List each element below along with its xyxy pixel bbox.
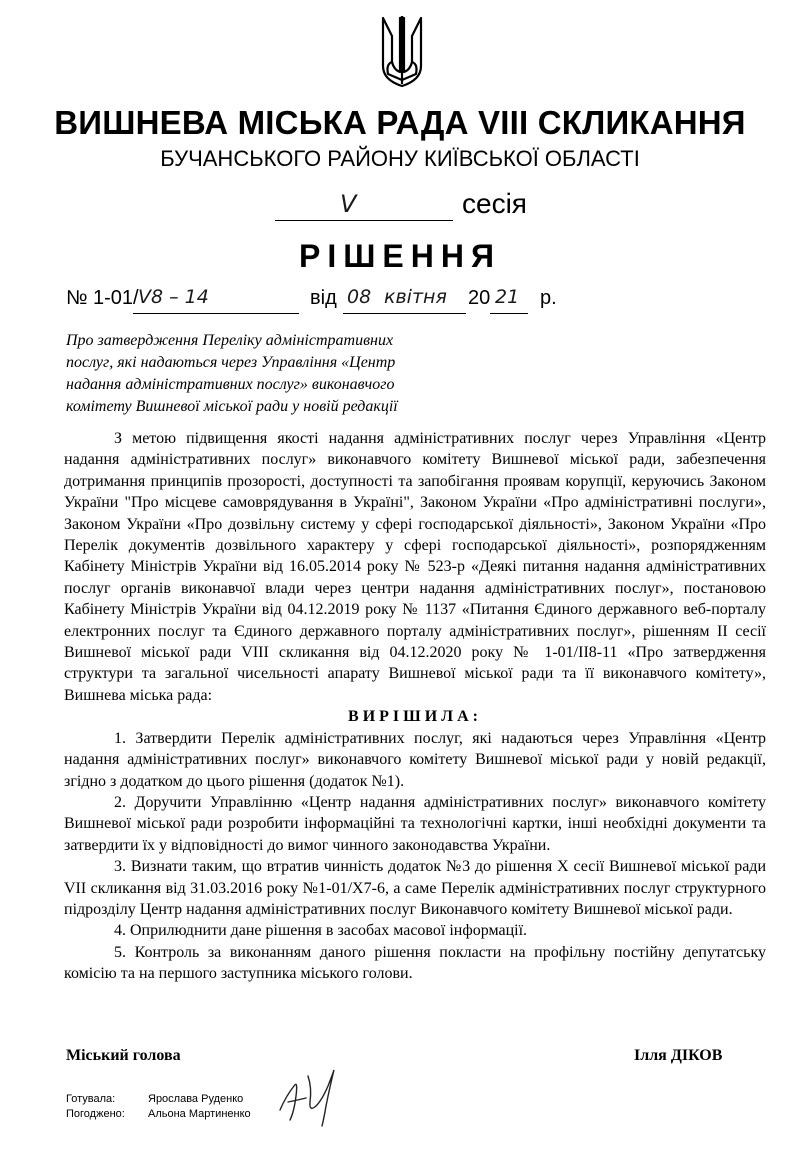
mayor-label: Міський голова xyxy=(66,1047,181,1064)
prepared-label: Готувала: xyxy=(66,1093,116,1105)
decision-subject: Про затвердження Переліку адміністративних послуг, які надаються через Управління «Центр надання адміністративних послуг» виконавчого комітету Вишневої міської ради у новій редакції xyxy=(66,332,398,415)
decision-number-prefix: № 1-01/ xyxy=(66,287,139,309)
handwritten-signature xyxy=(276,1066,346,1128)
agreed-name: Альона Мартиненко xyxy=(148,1108,251,1120)
agreed-label: Погоджено: xyxy=(66,1108,125,1120)
trident-emblem-icon xyxy=(380,14,424,90)
prepared-name: Ярослава Руденко xyxy=(148,1093,244,1105)
resolution-item: 4. Оприлюднити дане рішення в засобах масової інформації. xyxy=(114,922,528,940)
document-type-title: РІШЕННЯ xyxy=(299,238,501,274)
date-day: 08 xyxy=(347,286,372,308)
decision-body xyxy=(64,428,766,985)
date-month: квітня xyxy=(384,286,447,308)
session-number: V xyxy=(340,190,357,218)
decision-number-handwritten: V8 – 14 xyxy=(138,286,209,308)
resolution-item: 3. Визнати таким, що втратив чинність додаток №3 до рішення X сесії Вишневої міської ради VII скликання від 31.03.2016 року №1-01/X7-6, а саме Перелік адміністративних послуг структурного підрозділу Центр надання адміністративних послуг Виконавчого комітету Вишневої міської ради. xyxy=(64,858,766,918)
agreed-by-row xyxy=(66,1107,251,1122)
resolution-item: 2. Доручити Управлінню «Центр надання адміністративних послуг» виконавчого комітету Вишневої міської ради розробити інформаційні та технологічні картки, інші необхідні документи та затвердити їх у відповідності до вимог чинного законодавства України. xyxy=(64,793,766,854)
session-label: сесія xyxy=(462,188,527,219)
approval-block xyxy=(66,1092,251,1122)
prepared-by-row xyxy=(66,1092,251,1107)
mayor-name: Ілля ДІКОВ xyxy=(634,1047,723,1064)
council-subtitle: БУЧАНСЬКОГО РАЙОНУ КИЇВСЬКОЇ ОБЛАСТІ xyxy=(160,146,640,171)
year-mark: р. xyxy=(540,287,557,309)
year-suffix: 21 xyxy=(495,286,520,308)
council-title: ВИШНЕВА МІСЬКА РАДА VIII СКЛИКАННЯ xyxy=(54,104,746,141)
year-prefix: 20 xyxy=(468,287,491,309)
resolution-item: 1. Затвердити Перелік адміністративних послуг, які надаються через Управління «Центр надання адміністративних послуг» виконавчого комітету Вишневої міської ради у новій редакції, згідно з додатком до цього рішення (додаток №1). xyxy=(64,729,766,790)
resolution-item: 5. Контроль за виконанням даного рішення покласти на профільну постійну депутатську комісію та на першого заступника міського голови. xyxy=(64,943,766,983)
session-number-underline xyxy=(275,190,453,221)
resolved-heading: ВИРІШИЛА: xyxy=(348,708,482,726)
date-prefix: від xyxy=(310,287,337,309)
preamble-paragraph: З метою підвищення якості надання адміністративних послуг через Управління «Центр надання адміністративних послуг» виконавчого комітету Вишневої міської ради, забезпечення дотримання принципів прозорості, доступності та запобігання проявам корупції, керуючись Законом України "Про місцеве самоврядування в Україні", Законом України «Про адміністративні послуги», Законом України «Про дозвільну систему у сфері господарської діяльності», Законом України «Про Перелік документів дозвільного характеру у сфері господарської діяльності», розпорядженням Кабінету Міністрів України від 16.05.2014 року № 523-р «Деякі питання надання адміністративних послуг органів виконавчої влади через центри надання адміністративних послуг», постановою Кабінету Міністрів України від 04.12.2019 року № 1137 «Питання Єдиного державного веб-порталу електронних послуг та Єдиного державного порталу адміністративних послуг», рішенням II сесії Вишневої міської ради VIII скликання від 04.12.2020 року № 1-01/II8-11 «Про затвердження структури та загальної чисельності апарату Вишневої міської ради та її виконавчого комітету», Вишнева міська рада: xyxy=(64,430,766,704)
